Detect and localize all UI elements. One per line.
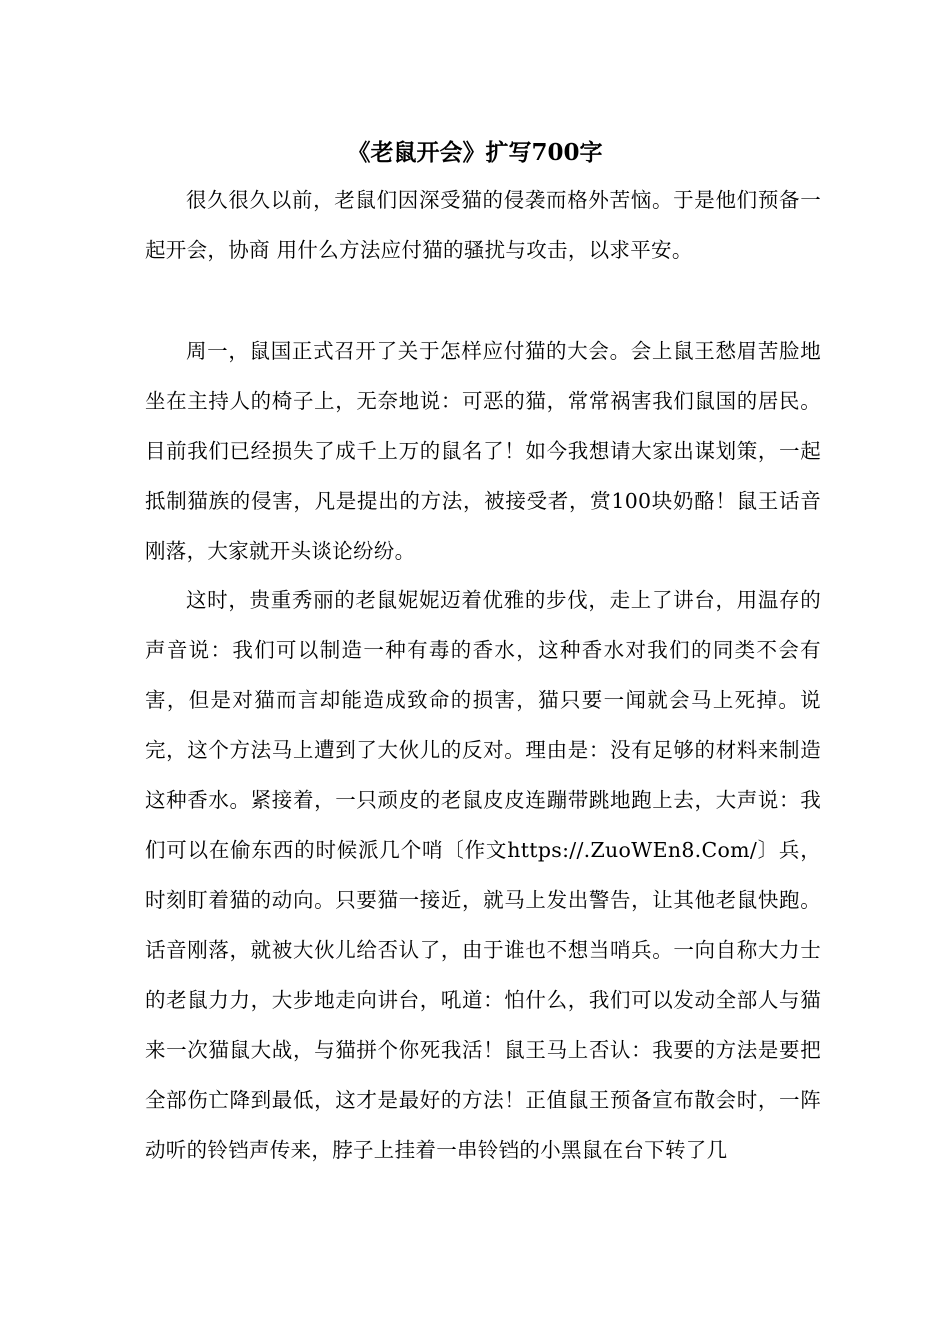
paragraph-proposals: 这时，贵重秀丽的老鼠妮妮迈着优雅的步伐，走上了讲台，用温存的声音说：我们可以制造一种有毒的香水，这种香水对我们的同类不会有害，但是对猫而言却能造成致命的损害，猫只要一闻就会马上死掉。说完，这个方法马上遭到了大伙儿的反对。理由是：没有足够的材料来制造这种香水。紧接着，一只顽皮的老鼠皮皮连蹦带跳地跑上去，大声说：我们可以在偷东西的时候派几个哨〔作文https://.ZuoWEn8.Com/〕兵，时刻盯着猫的动向。只要猫一接近，就马上发出警告，让其他老鼠快跑。话音刚落，就被大伙儿给否认了，由于谁也不想当哨兵。一向自称大力士的老鼠力力，大步地走向讲台，吼道：怕什么，我们可以发动全部人与猫来一次猫鼠大战，与猫拼个你死我活！鼠王马上否认：我要的方法是要把全部伤亡降到最低，这才是最好的方法！正值鼠王预备宣布散会时，一阵动听的铃铛声传来，脖子上挂着一串铃铛的小黑鼠在台下转了几 — [145, 588, 821, 1162]
paragraph-meeting: 周一，鼠国正式召开了关于怎样应付猫的大会。会上鼠王愁眉苦脸地坐在主持人的椅子上，无奈地说：可恶的猫，常常祸害我们鼠国的居民。目前我们已经损失了成千上万的鼠名了！如今我想请大家出谋划策，一起抵制猫族的侵害，凡是提出的方法，被接受者，赏100块奶酪！鼠王话音刚落，大家就开头谈论纷纷。 — [145, 339, 821, 563]
paragraph-intro: 很久很久以前，老鼠们因深受猫的侵袭而格外苦恼。于是他们预备一起开会，协商 用什么方法应付猫的骚扰与攻击，以求平安。 — [145, 188, 821, 262]
document-title: 《老鼠开会》扩写700字 — [347, 139, 603, 166]
